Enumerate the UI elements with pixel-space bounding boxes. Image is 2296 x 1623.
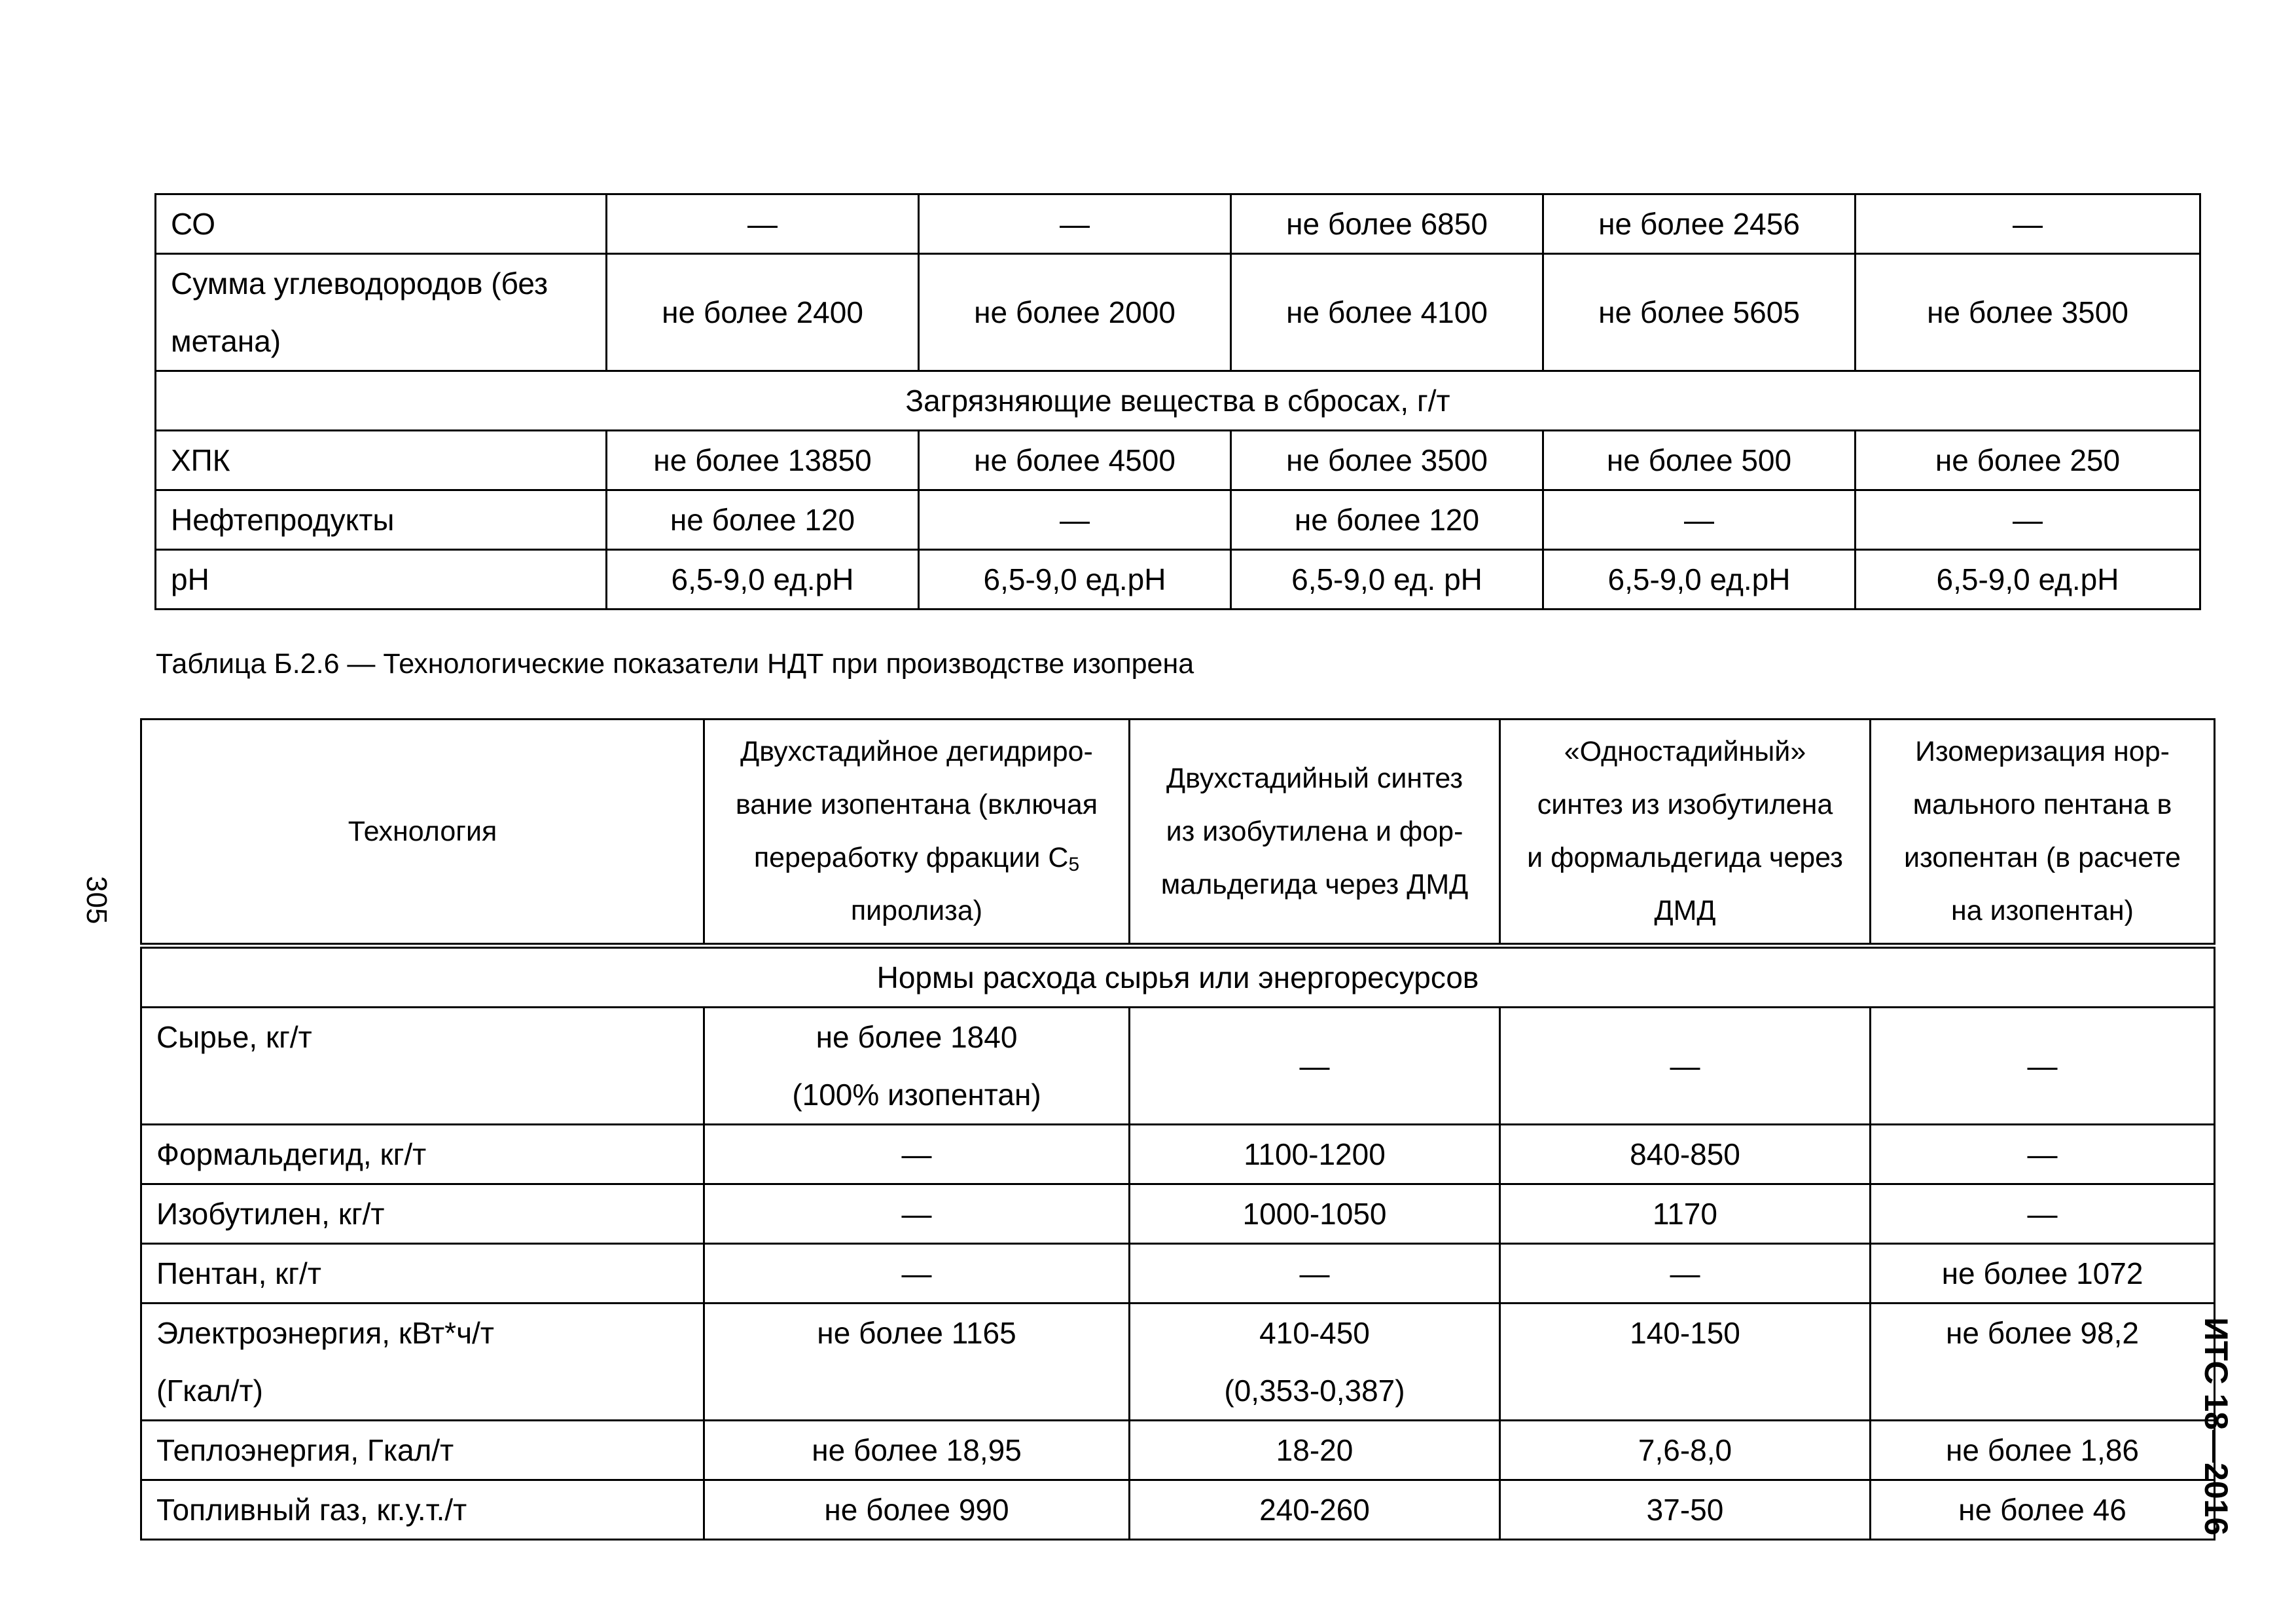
- row-label: Сырье, кг/т: [141, 1008, 704, 1125]
- row-label: рН: [156, 550, 607, 610]
- table-cell: —: [1130, 1244, 1500, 1304]
- table-cell: —: [1871, 1125, 2215, 1184]
- table-cell: не более 1,86: [1871, 1421, 2215, 1480]
- row-label: Топливный газ, кг.у.т./т: [141, 1480, 704, 1540]
- table-cell: —: [1543, 490, 1856, 550]
- table-row: [141, 1125, 2215, 1184]
- header-line: [710, 831, 1123, 884]
- row-label: Изобутилен, кг/т: [141, 1184, 704, 1244]
- table-row: [156, 550, 2200, 610]
- row-label: СО: [156, 194, 607, 254]
- row-label: [141, 1304, 704, 1421]
- cell-line: 410-450: [1259, 1316, 1370, 1350]
- header-line: мального пентана в: [1912, 789, 2172, 820]
- table-cell: 6,5-9,0 ед.рН: [1856, 550, 2200, 610]
- table-cell: 140-150: [1500, 1304, 1871, 1421]
- table-cell: не более 1072: [1871, 1244, 2215, 1304]
- header-line: Двухстадийное дегидриро-: [740, 736, 1093, 767]
- table-cell: —: [1871, 1184, 2215, 1244]
- section-row: [156, 371, 2200, 431]
- header-line: Изомеризация нор-: [1915, 736, 2170, 767]
- row-label-line: (Гкал/т): [156, 1374, 263, 1408]
- header-line: мальдегида через ДМД: [1160, 868, 1469, 900]
- column-header-one-stage-synthesis: [1500, 720, 1871, 946]
- cell-line: (100% изопентан): [792, 1078, 1041, 1112]
- table-cell: не более 4100: [1231, 254, 1543, 371]
- header-line: и формальдегида через: [1527, 842, 1843, 873]
- table-caption: Таблица Б.2.6 — Технологические показатели НДТ при производстве изопрена: [156, 648, 1194, 680]
- table-cell: не более 13850: [607, 431, 919, 490]
- table-cell: не более 2456: [1543, 194, 1856, 254]
- table-cell: —: [919, 194, 1231, 254]
- section-heading: Загрязняющие вещества в сбросах, г/т: [156, 371, 2200, 431]
- row-label-line: метана): [171, 324, 281, 358]
- table-cell: 840-850: [1500, 1125, 1871, 1184]
- table-cell: —: [1856, 194, 2200, 254]
- table-cell: 1170: [1500, 1184, 1871, 1244]
- table-cell: не более 120: [1231, 490, 1543, 550]
- table-cell: не более 4500: [919, 431, 1231, 490]
- table-cell: не более 2000: [919, 254, 1231, 371]
- header-line: изопентан (в расчете: [1904, 842, 2181, 873]
- table-cell: не более 250: [1856, 431, 2200, 490]
- table-cell: —: [919, 490, 1231, 550]
- header-line: на изопентан): [1951, 895, 2134, 926]
- table-cell: —: [704, 1125, 1130, 1184]
- table-row: [156, 194, 2200, 254]
- column-header-technology: Технология: [141, 720, 704, 946]
- table-cell: [1130, 1304, 1500, 1421]
- header-line: пиролиза): [850, 895, 983, 926]
- table-cell: не более 2400: [607, 254, 919, 371]
- row-label-line: Сумма углеводородов (без: [171, 266, 548, 301]
- table-cell: 1000-1050: [1130, 1184, 1500, 1244]
- table-cell: —: [1871, 1008, 2215, 1125]
- table-cell: не более 1165: [704, 1304, 1130, 1421]
- row-label: Пентан, кг/т: [141, 1244, 704, 1304]
- header-line: из изобутилена и фор-: [1166, 815, 1463, 847]
- table-row: [141, 1008, 2215, 1125]
- table-cell: 7,6-8,0: [1500, 1421, 1871, 1480]
- table-row: [141, 1480, 2215, 1540]
- header-line: вание изопентана (включая: [735, 789, 1098, 820]
- section-heading: Нормы расхода сырья или энергоресурсов: [141, 946, 2215, 1008]
- table-cell: 6,5-9,0 ед.рН: [919, 550, 1231, 610]
- table-cell: —: [704, 1184, 1130, 1244]
- table-row: [141, 1304, 2215, 1421]
- table-cell: —: [1500, 1244, 1871, 1304]
- table-row: [141, 1421, 2215, 1480]
- cell-line: не более 1840: [816, 1020, 1018, 1054]
- table-cell: не более 3500: [1231, 431, 1543, 490]
- table-row: [156, 490, 2200, 550]
- row-label: ХПК: [156, 431, 607, 490]
- header-line: ДМД: [1654, 895, 1716, 926]
- document-code: ИТС 18—2016: [2198, 1317, 2234, 1536]
- table-cell: 6,5-9,0 ед.рН: [1543, 550, 1856, 610]
- row-label: Формальдегид, кг/т: [141, 1125, 704, 1184]
- table-cell: не более 6850: [1231, 194, 1543, 254]
- table-cell: не более 46: [1871, 1480, 2215, 1540]
- table-cell: не более 98,2: [1871, 1304, 2215, 1421]
- header-row: [141, 720, 2215, 946]
- row-label: [156, 254, 607, 371]
- table-row: [141, 1244, 2215, 1304]
- table-cell: —: [1856, 490, 2200, 550]
- row-label-line: Электроэнергия, кВт*ч/т: [156, 1316, 494, 1350]
- table-cell: не более 18,95: [704, 1421, 1130, 1480]
- table-cell: 6,5-9,0 ед. рН: [1231, 550, 1543, 610]
- table-cell: 6,5-9,0 ед.рН: [607, 550, 919, 610]
- table-cell: —: [704, 1244, 1130, 1304]
- row-label: Нефтепродукты: [156, 490, 607, 550]
- header-line: «Одностадийный»: [1564, 736, 1806, 767]
- header-line: Двухстадийный синтез: [1166, 762, 1463, 794]
- column-header-two-stage-dehydrogenation: [704, 720, 1130, 946]
- cell-line: (0,353-0,387): [1224, 1374, 1405, 1408]
- subscript: 5: [1068, 854, 1080, 875]
- table-cell: не более 5605: [1543, 254, 1856, 371]
- row-label: Теплоэнергия, Гкал/т: [141, 1421, 704, 1480]
- page-number: 305: [81, 876, 113, 924]
- table-cell: 37-50: [1500, 1480, 1871, 1540]
- table-cell: [704, 1008, 1130, 1125]
- column-header-two-stage-synthesis: [1130, 720, 1500, 946]
- table-cell: 18-20: [1130, 1421, 1500, 1480]
- table-cell: не более 500: [1543, 431, 1856, 490]
- table-cell: 1100-1200: [1130, 1125, 1500, 1184]
- section-row: [141, 946, 2215, 1008]
- table-row: [156, 254, 2200, 371]
- table-cell: 240-260: [1130, 1480, 1500, 1540]
- header-line: синтез из изобутилена: [1537, 789, 1833, 820]
- table-cell: не более 120: [607, 490, 919, 550]
- table-cell: —: [1130, 1008, 1500, 1125]
- table-row: [141, 1184, 2215, 1244]
- isoprene-indicators-table: [140, 718, 2215, 1541]
- emissions-table: [154, 193, 2201, 610]
- column-header-isomerization: [1871, 720, 2215, 946]
- table-cell: не более 990: [704, 1480, 1130, 1540]
- table-cell: —: [1500, 1008, 1871, 1125]
- table-cell: —: [607, 194, 919, 254]
- table-row: [156, 431, 2200, 490]
- header-text: переработку фракции С: [753, 842, 1069, 873]
- table-cell: не более 3500: [1856, 254, 2200, 371]
